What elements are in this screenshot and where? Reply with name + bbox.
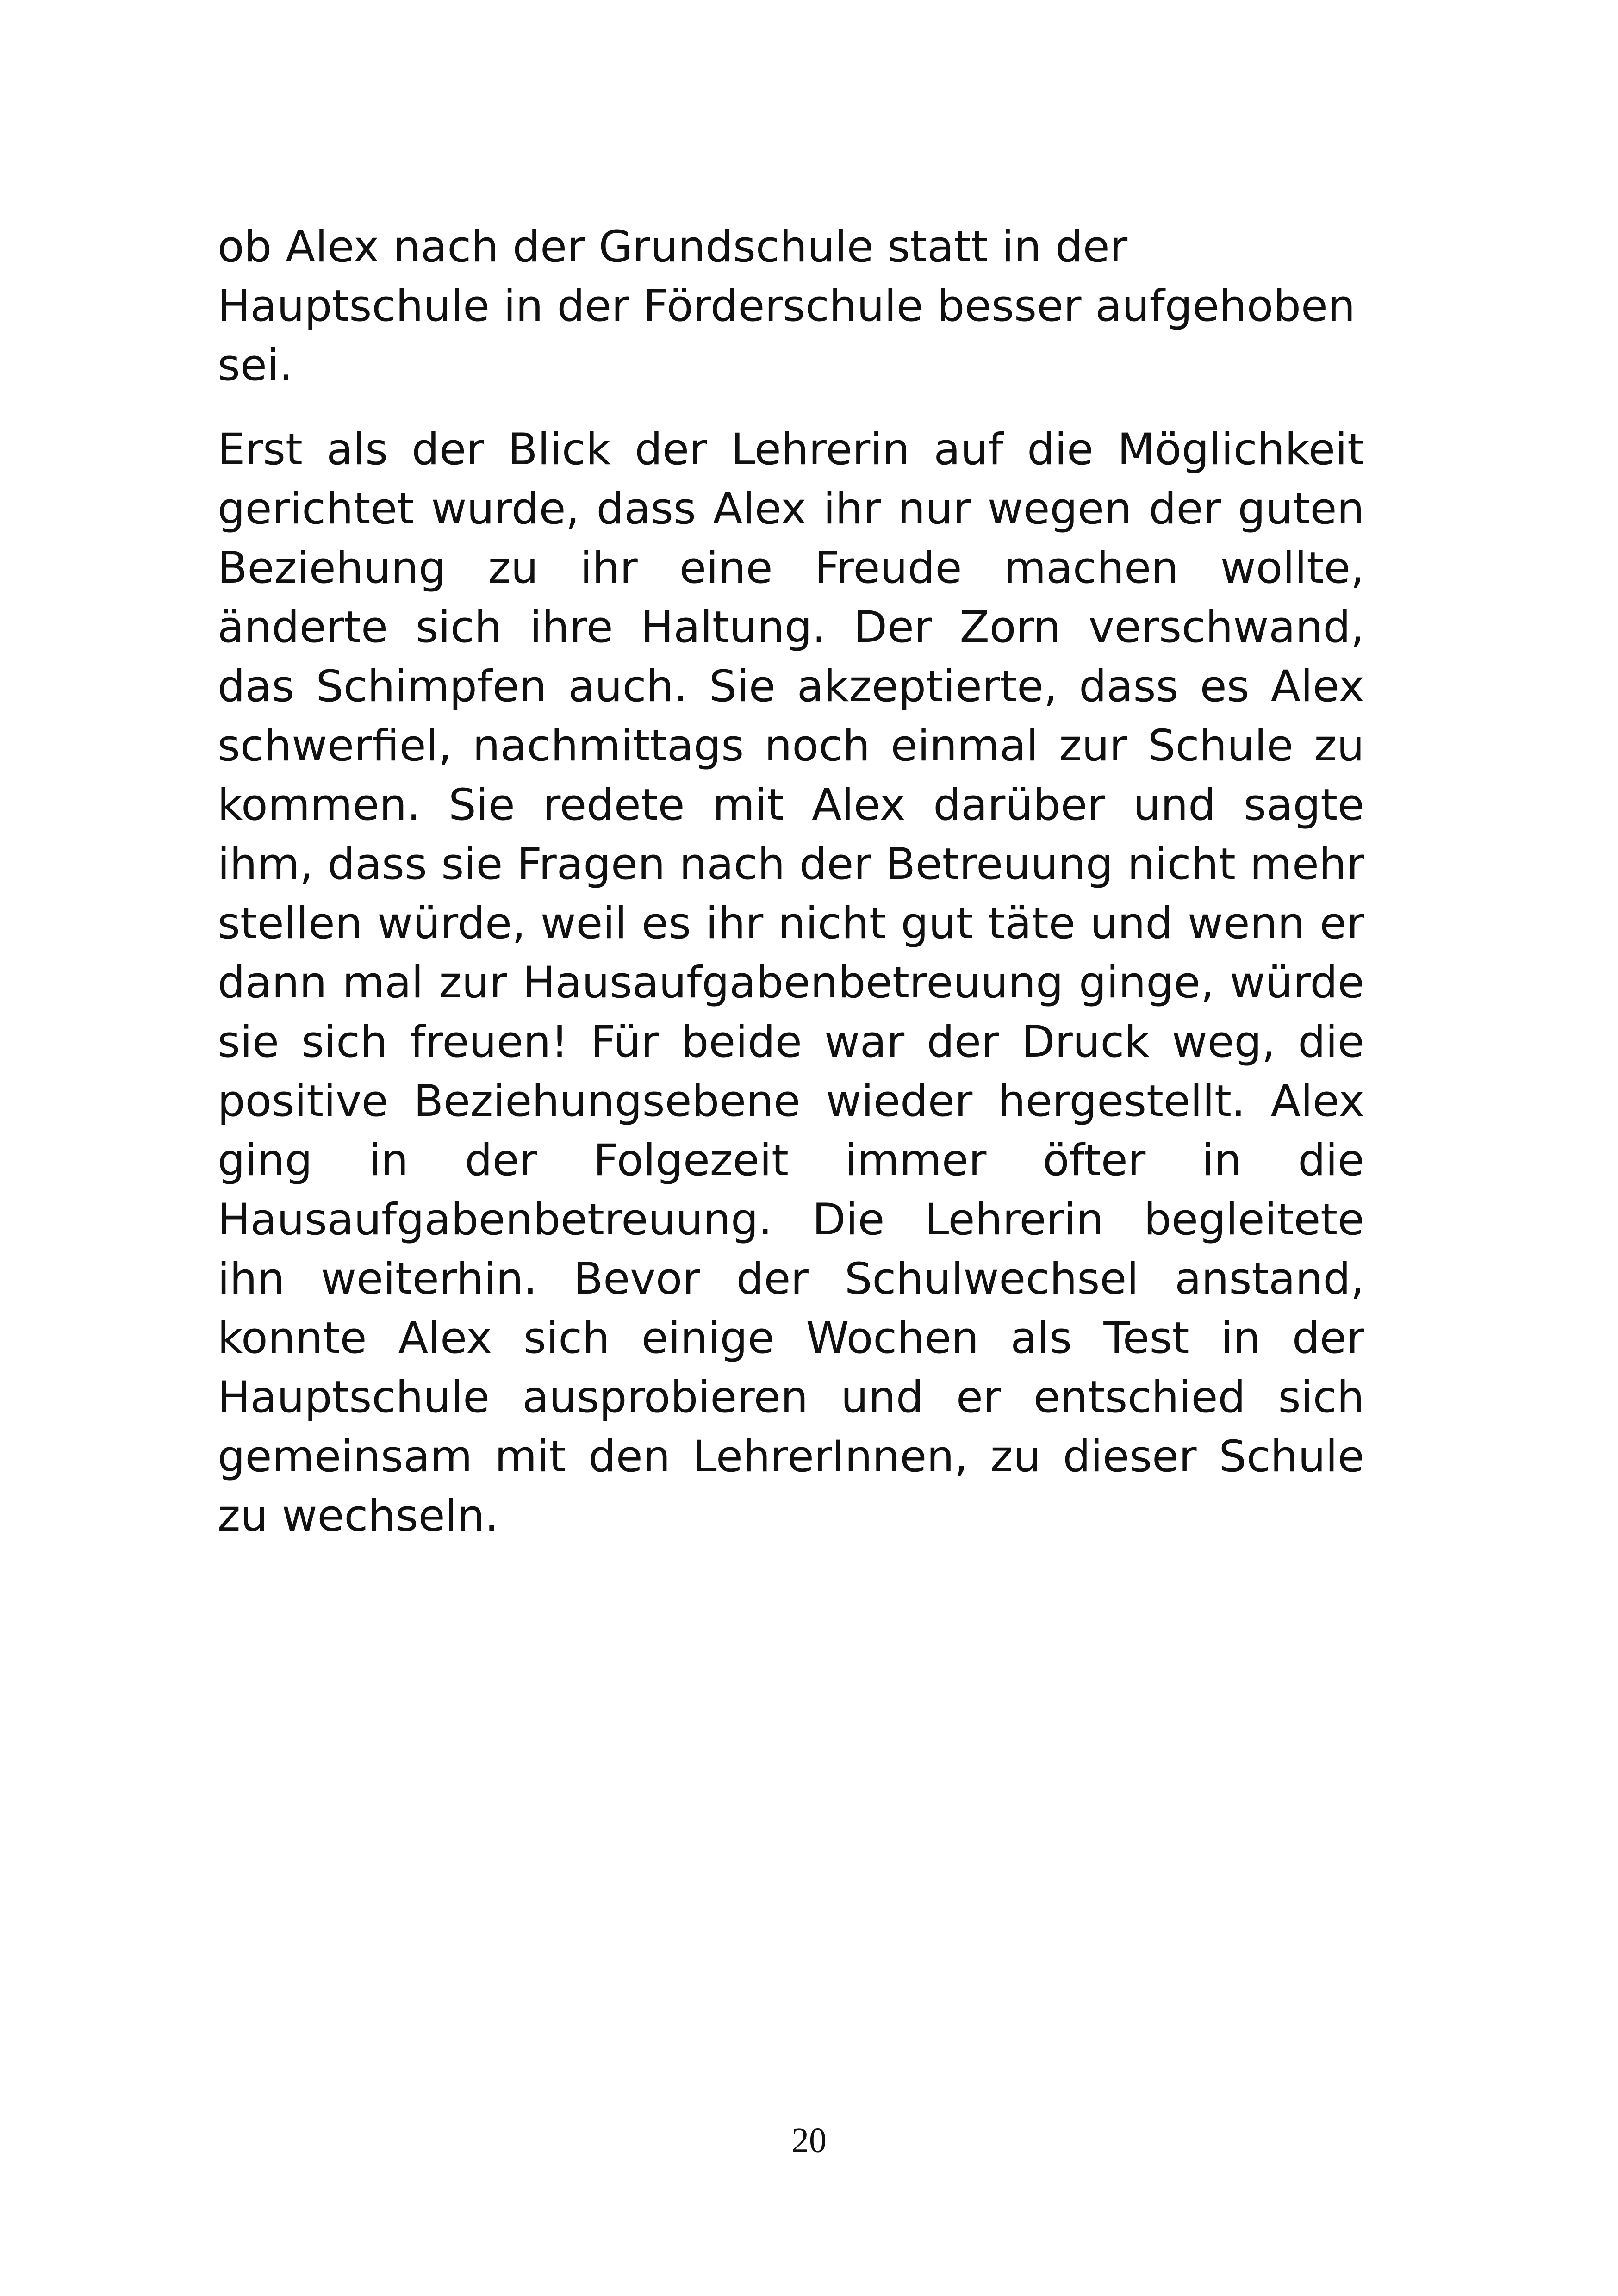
paragraph-main: Erst als der Blick der Lehrerin auf die Möglichkeit gerichtet wurde, dass Alex ihr nur wegen der guten Beziehung zu ihr eine Freude machen wollte, änderte sich ihre Haltung. Der Zorn verschwand, das Schimpfen auch. Sie akzeptierte, dass es Alex schwerfiel, nachmittags noch einmal zur Schule zu kommen. Sie redete mit Alex darüber und sagte ihm, dass sie Fragen nach der Betreuung nicht mehr stellen würde, weil es ihr nicht gut täte und wenn er dann mal zur Hausaufgabenbetreuung ginge, würde sie sich freuen! Für beide war der Druck weg, die positive Beziehungsebene wieder hergestellt. Alex ging in der Folgezeit immer öfter in die Hausaufgabenbetreuung. Die Lehrerin begleitete ihn weiterhin. Bevor der Schulwechsel anstand, konnte Alex sich einige Wochen als Test in der Hauptschule ausprobieren und er entschied sich gemeinsam mit den LehrerInnen, zu dieser Schule zu wechseln. (218, 424, 1364, 1541)
body-text (218, 218, 1364, 1546)
page-number: 20 (791, 2121, 827, 2160)
paragraph-continuation: ob Alex nach der Grundschule statt in der Hauptschule in der Förderschule besser aufgehoben sei. (218, 222, 1356, 391)
